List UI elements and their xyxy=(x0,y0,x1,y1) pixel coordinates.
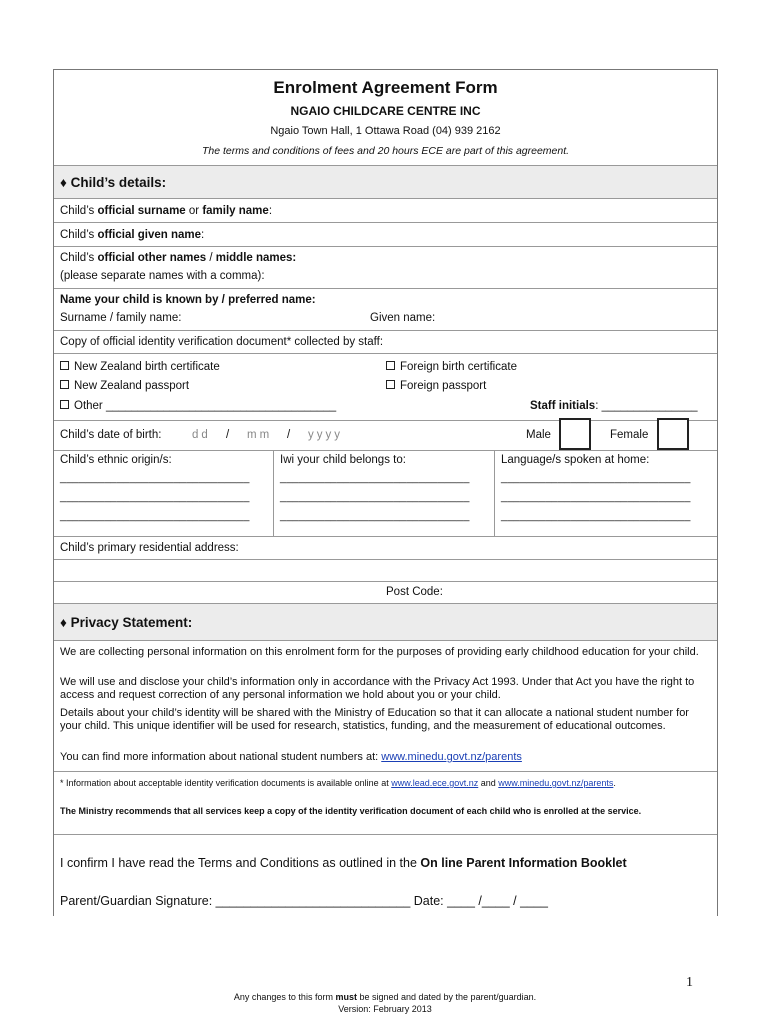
preferred-name-label: Name your child is known by / preferred name: xyxy=(60,294,316,306)
language-line[interactable]: ______________________________ xyxy=(501,491,691,503)
postcode-field[interactable] xyxy=(54,582,717,604)
form-title: Enrolment Agreement Form xyxy=(273,78,498,97)
language-line[interactable]: ______________________________ xyxy=(501,510,691,522)
surname-label: Child’s official surname or family name: xyxy=(60,205,273,217)
preferred-given-label: Given name: xyxy=(370,312,436,324)
dob-row xyxy=(54,421,717,451)
centre-name: NGAIO CHILDCARE CENTRE INC xyxy=(290,104,481,118)
iwi-line[interactable]: ______________________________ xyxy=(280,510,470,522)
footer-version: Version: February 2013 xyxy=(338,1004,432,1014)
foreign-passport-option[interactable]: Foreign passport xyxy=(386,380,486,392)
id-document-options xyxy=(54,354,717,421)
male-checkbox[interactable] xyxy=(559,418,591,450)
footer-note: Any changes to this form must be signed and dated by the parent/guardian. xyxy=(233,992,537,1002)
preferred-name-field[interactable] xyxy=(54,289,717,331)
minedu-link[interactable]: www.minedu.govt.nz/parents xyxy=(498,778,614,788)
nz-birth-option[interactable]: New Zealand birth certificate xyxy=(60,361,220,373)
terms-note: The terms and conditions of fees and 20 hours ECE are part of this agreement. xyxy=(201,145,570,157)
staff-initials-field[interactable]: Staff initials: _______________ xyxy=(530,400,698,412)
checkbox-icon[interactable] xyxy=(60,361,69,370)
checkbox-icon[interactable] xyxy=(60,400,69,409)
checkbox-icon[interactable] xyxy=(386,380,395,389)
other-option[interactable]: Other ____________________________________ xyxy=(60,400,336,412)
identity-note xyxy=(54,772,717,835)
privacy-paragraph-1: We are collecting personal information on this enrolment form for the purposes of providing early childhood education for your child. xyxy=(60,646,699,658)
dob-year-input[interactable]: yyyy xyxy=(308,429,343,441)
diamond-bullet-icon: ♦ xyxy=(60,175,67,190)
privacy-section xyxy=(54,604,717,641)
diamond-bullet-icon: ♦ xyxy=(60,615,67,630)
signature-field[interactable]: Parent/Guardian Signature: ____________________________ Date: ____ /____ / ____ xyxy=(60,894,548,908)
ethnic-line[interactable]: ______________________________ xyxy=(60,491,250,503)
given-name-label: Child’s official given name: xyxy=(60,229,205,241)
iwi-label: Iwi your child belongs to: xyxy=(280,454,406,466)
dob-separator: / xyxy=(226,429,230,441)
section-heading: ♦ Child’s details: xyxy=(60,175,167,190)
ethnic-line[interactable]: ______________________________ xyxy=(60,510,250,522)
female-label: Female xyxy=(610,429,649,441)
section-heading: ♦ Privacy Statement: xyxy=(60,615,193,630)
form-header xyxy=(54,70,717,166)
checkbox-icon[interactable] xyxy=(386,361,395,370)
postcode-label: Post Code: xyxy=(386,586,443,598)
confirmation xyxy=(54,835,717,916)
column-divider xyxy=(494,451,495,536)
centre-address: Ngaio Town Hall, 1 Ottawa Road (04) 939 2162 xyxy=(270,125,501,137)
id-document-heading xyxy=(54,331,717,354)
surname-field[interactable] xyxy=(54,199,717,223)
language-label: Language/s spoken at home: xyxy=(501,454,650,466)
other-names-label: Child’s official other names / middle names: xyxy=(60,252,297,264)
female-checkbox[interactable] xyxy=(657,418,689,450)
checkbox-icon[interactable] xyxy=(60,380,69,389)
given-name-field[interactable] xyxy=(54,223,717,247)
identity-info-note: * Information about acceptable identity verification documents is available online at www.lead.ece.govt.nz and www.minedu.govt.nz/parents. xyxy=(60,778,616,788)
ethnicity-row xyxy=(54,451,717,537)
privacy-paragraph-4: You can find more information about national student numbers at: www.minedu.govt.nz/parents xyxy=(60,751,522,763)
other-names-field[interactable] xyxy=(54,247,717,289)
address-label: Child’s primary residential address: xyxy=(60,542,239,554)
dob-month-input[interactable]: mm xyxy=(247,429,273,441)
address-field[interactable] xyxy=(54,537,717,560)
dob-label: Child’s date of birth: xyxy=(60,429,162,441)
confirm-text: I confirm I have read the Terms and Conditions as outlined in the On line Parent Information Booklet xyxy=(60,856,627,870)
address-line[interactable] xyxy=(54,560,717,582)
iwi-line[interactable]: ______________________________ xyxy=(280,491,470,503)
privacy-statement xyxy=(54,641,717,772)
dob-day-input[interactable]: dd xyxy=(192,429,211,441)
lead-link[interactable]: www.lead.ece.govt.nz xyxy=(391,778,479,788)
ethnic-origin-label: Child’s ethnic origin/s: xyxy=(60,454,172,466)
nz-passport-option[interactable]: New Zealand passport xyxy=(60,380,189,392)
column-divider xyxy=(273,451,274,536)
male-label: Male xyxy=(526,429,551,441)
preferred-surname-label: Surname / family name: xyxy=(60,312,182,324)
enrolment-form xyxy=(53,69,718,916)
ethnic-line[interactable]: ______________________________ xyxy=(60,472,250,484)
child-details-section xyxy=(54,166,717,199)
iwi-line[interactable]: ______________________________ xyxy=(280,472,470,484)
ministry-recommendation: The Ministry recommends that all services keep a copy of the identity verification document of each child who is enrolled at the service. xyxy=(60,806,642,816)
foreign-birth-option[interactable]: Foreign birth certificate xyxy=(386,361,517,373)
page-number: 1 xyxy=(686,975,693,990)
dob-separator: / xyxy=(287,429,291,441)
privacy-paragraph-3: Details about your child’s identity will be shared with the Ministry of Education so that it can allocate a national student number for your child. This unique identifier will be used for research, statistics, funding, and the measurement of educational outcomes. xyxy=(60,707,689,732)
other-names-note: (please separate names with a comma): xyxy=(60,270,265,282)
language-line[interactable]: ______________________________ xyxy=(501,472,691,484)
id-document-label: Copy of official identity verification document* collected by staff: xyxy=(60,336,384,348)
minedu-link[interactable]: www.minedu.govt.nz/parents xyxy=(381,751,522,763)
privacy-paragraph-2: We will use and disclose your child’s information only in accordance with the Privacy Act 1993. Under that Act you have the right to access and request correction of any personal information we hold about you or your child. xyxy=(60,676,695,701)
